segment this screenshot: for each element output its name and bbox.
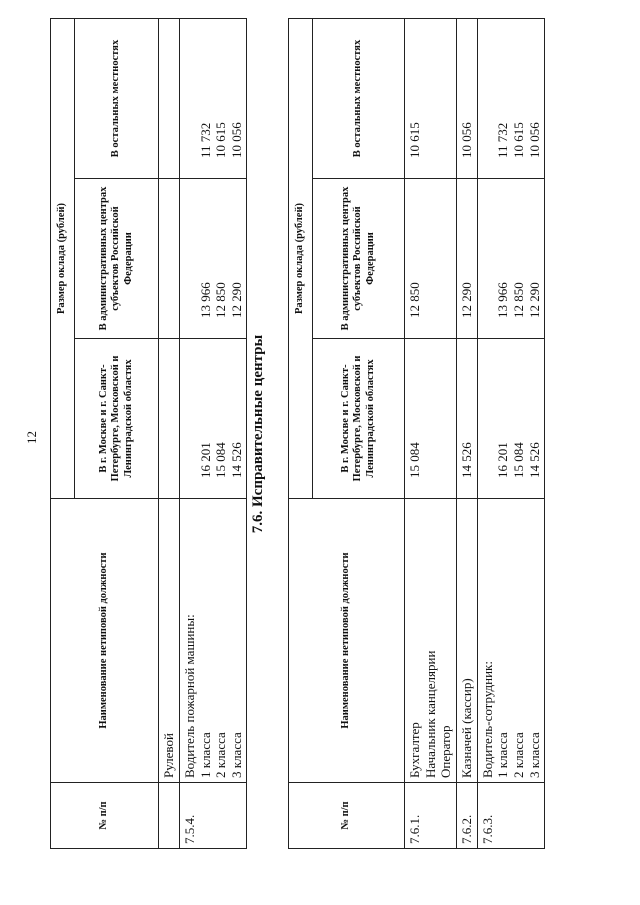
salary-admin: 12 850 <box>405 179 457 339</box>
row-number: 7.6.1. <box>405 783 457 849</box>
header-position-name: Наименование нетиповой должности <box>289 499 405 783</box>
header-moscow: В г. Москве и г. Санкт-Петербурге, Московской и Ленинградской областях <box>75 339 159 499</box>
salary-value <box>182 343 198 478</box>
salary-value <box>480 183 496 318</box>
table-row <box>477 19 544 849</box>
salary-other: 10 615 <box>405 19 457 179</box>
salary-value <box>182 23 198 158</box>
position-name <box>180 499 247 783</box>
header-other-areas: В остальных местностях <box>75 19 159 179</box>
salary-value: 13 966 <box>197 282 213 318</box>
salary-value <box>480 343 496 478</box>
salary-value: 12 290 <box>526 282 542 318</box>
salary-admin <box>180 179 247 339</box>
header-num: № п/п <box>51 783 159 849</box>
position-name: Казначей (кассир) <box>456 499 477 783</box>
salary-value: 12 850 <box>213 282 229 318</box>
header-other-areas: В остальных местностях <box>313 19 405 179</box>
position-line: Оператор <box>438 725 454 778</box>
section-title: 7.6. Исправительные центры <box>250 334 266 534</box>
salary-value: 10 056 <box>228 122 244 158</box>
salary-table-bottom <box>288 18 545 849</box>
position-name <box>477 499 544 783</box>
salary-moscow <box>180 339 247 499</box>
salary-table-top <box>50 18 247 849</box>
position-line: 1 класса <box>495 732 511 778</box>
header-admin-centers: В административных центрах субъектов Российской Федерации <box>75 179 159 339</box>
row-number: 7.6.3. <box>477 783 544 849</box>
header-salary-group: Размер оклада (рублей) <box>289 19 313 499</box>
table-row <box>456 19 477 849</box>
salary-moscow <box>159 339 180 499</box>
salary-value: 13 966 <box>495 282 511 318</box>
position-name: Рулевой <box>159 499 180 783</box>
position-line: Бухгалтер <box>407 722 422 778</box>
header-num: № п/п <box>289 783 405 849</box>
salary-value: 14 526 <box>228 442 244 478</box>
salary-other: 10 056 <box>456 19 477 179</box>
table-row <box>159 19 180 849</box>
header-salary-group: Размер оклада (рублей) <box>51 19 75 499</box>
salary-value: 10 615 <box>213 122 229 158</box>
position-line: 2 класса <box>213 732 229 778</box>
salary-value: 16 201 <box>495 442 511 478</box>
salary-value: 16 201 <box>197 442 213 478</box>
page-number: 12 <box>24 431 39 444</box>
salary-value <box>480 23 496 158</box>
salary-moscow: 14 526 <box>456 339 477 499</box>
header-admin-centers: В административных центрах субъектов Российской Федерации <box>313 179 405 339</box>
salary-value: 15 084 <box>213 442 229 478</box>
header-position-name: Наименование нетиповой должности <box>51 499 159 783</box>
header-moscow: В г. Москве и г. Санкт-Петербурге, Московской и Ленинградской областях <box>313 339 405 499</box>
salary-other <box>180 19 247 179</box>
position-name <box>405 499 457 783</box>
salary-other <box>477 19 544 179</box>
position-line: 2 класса <box>510 732 526 778</box>
salary-moscow <box>477 339 544 499</box>
row-number: 7.5.4. <box>180 783 247 849</box>
salary-value: 10 056 <box>526 122 542 158</box>
salary-value: 15 084 <box>510 442 526 478</box>
table-row <box>180 19 247 849</box>
salary-other <box>159 19 180 179</box>
salary-admin: 12 290 <box>456 179 477 339</box>
salary-value: 10 615 <box>510 122 526 158</box>
salary-moscow: 15 084 <box>405 339 457 499</box>
salary-value: 12 850 <box>510 282 526 318</box>
row-number: 7.6.2. <box>456 783 477 849</box>
salary-value <box>182 183 198 318</box>
salary-admin <box>159 179 180 339</box>
position-line: Начальник канцелярии <box>422 650 438 778</box>
table-row <box>405 19 457 849</box>
position-line: 3 класса <box>526 732 542 778</box>
salary-value: 11 732 <box>495 122 511 158</box>
salary-value: 14 526 <box>526 442 542 478</box>
position-line: 1 класса <box>197 732 213 778</box>
position-line: Водитель пожарной машины: <box>182 614 197 778</box>
salary-value: 11 732 <box>197 122 213 158</box>
salary-value: 12 290 <box>228 282 244 318</box>
position-line: Водитель-сотрудник: <box>479 661 495 778</box>
position-line: 3 класса <box>228 732 244 778</box>
salary-admin <box>477 179 544 339</box>
row-number <box>159 783 180 849</box>
